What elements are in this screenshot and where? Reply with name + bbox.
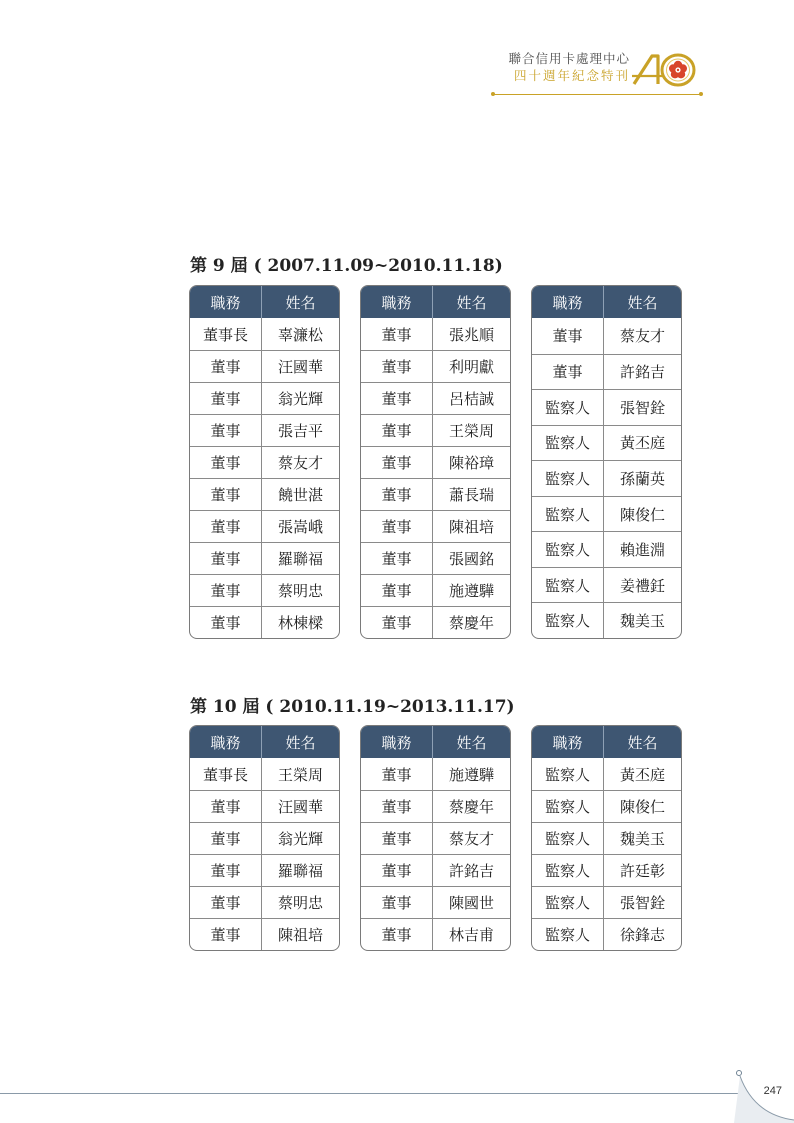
name-cell: 黃丕庭 bbox=[619, 765, 665, 784]
table-row bbox=[532, 567, 681, 603]
position-cell: 董事 bbox=[190, 606, 262, 638]
name-cell: 徐鋒志 bbox=[604, 918, 681, 950]
position-cell: 董事 bbox=[361, 382, 433, 414]
table-row bbox=[361, 918, 510, 950]
position-cell: 董事 bbox=[361, 918, 433, 950]
table-row bbox=[532, 602, 681, 638]
name-cell: 黃丕庭 bbox=[604, 425, 681, 461]
table-row bbox=[190, 446, 339, 478]
term-9-title: 第 9 屆 ( 2007.11.09~2010.11.18) bbox=[190, 256, 503, 276]
page-number: 247 bbox=[763, 1085, 782, 1097]
table-row bbox=[361, 822, 510, 854]
column-header-position: 職務 bbox=[361, 286, 433, 318]
table-row bbox=[532, 354, 681, 390]
name-cell: 林吉甫 bbox=[433, 918, 510, 950]
name-cell: 翁光輝 bbox=[262, 382, 339, 414]
position-cell: 董事 bbox=[361, 510, 433, 542]
name-cell: 辜濂松 bbox=[277, 325, 323, 344]
position-cell: 董事 bbox=[361, 886, 433, 918]
name-cell: 蕭長瑞 bbox=[433, 478, 510, 510]
term10-roster-table bbox=[531, 725, 682, 951]
name-cell: 蔡明忠 bbox=[262, 574, 339, 606]
table-row bbox=[361, 350, 510, 382]
table-row bbox=[361, 854, 510, 886]
name-cell: 陳祖培 bbox=[262, 918, 339, 950]
name-cell: 蔡友才 bbox=[262, 446, 339, 478]
table-row bbox=[532, 531, 681, 567]
table-row bbox=[361, 886, 510, 918]
name-cell: 許廷彰 bbox=[604, 854, 681, 886]
name-cell: 施遵驊 bbox=[433, 574, 510, 606]
table-row bbox=[532, 854, 681, 886]
column-header-name: 姓名 bbox=[433, 726, 510, 758]
position-cell: 董事 bbox=[361, 854, 433, 886]
position-cell: 監察人 bbox=[532, 758, 604, 790]
position-cell: 董事 bbox=[361, 414, 433, 446]
name-cell: 賴進淵 bbox=[604, 531, 681, 567]
table-row bbox=[190, 606, 339, 638]
table-row bbox=[190, 510, 339, 542]
position-cell: 董事 bbox=[361, 606, 433, 638]
table-row bbox=[532, 886, 681, 918]
name-cell: 張嵩峨 bbox=[262, 510, 339, 542]
position-cell: 監察人 bbox=[532, 531, 604, 567]
term10-roster-table bbox=[360, 725, 511, 951]
table-row bbox=[190, 758, 339, 790]
position-cell: 監察人 bbox=[532, 389, 604, 425]
position-cell: 董事 bbox=[361, 574, 433, 606]
term9-roster-table bbox=[360, 285, 511, 639]
name-cell: 張吉平 bbox=[262, 414, 339, 446]
name-cell: 蔡友才 bbox=[619, 327, 665, 346]
column-header-name: 姓名 bbox=[433, 286, 510, 318]
name-cell: 蔡友才 bbox=[433, 822, 510, 854]
table-row bbox=[190, 478, 339, 510]
name-cell: 許銘吉 bbox=[433, 854, 510, 886]
name-cell: 林棟樑 bbox=[262, 606, 339, 638]
position-cell: 董事 bbox=[361, 542, 433, 574]
name-cell: 陳俊仁 bbox=[604, 496, 681, 532]
column-header-name: 姓名 bbox=[262, 286, 339, 318]
position-cell: 監察人 bbox=[532, 460, 604, 496]
table-row bbox=[190, 350, 339, 382]
name-cell: 張兆順 bbox=[448, 325, 494, 344]
position-cell: 董事 bbox=[190, 510, 262, 542]
position-cell: 董事 bbox=[190, 918, 262, 950]
name-cell: 翁光輝 bbox=[262, 822, 339, 854]
column-header-position: 職務 bbox=[190, 726, 262, 758]
name-cell: 張國銘 bbox=[433, 542, 510, 574]
table-row bbox=[361, 574, 510, 606]
column-header-name: 姓名 bbox=[604, 726, 681, 758]
position-cell: 董事 bbox=[190, 382, 262, 414]
column-header-name: 姓名 bbox=[262, 726, 339, 758]
position-cell: 董事長 bbox=[190, 318, 262, 350]
table-row bbox=[190, 542, 339, 574]
table-row bbox=[361, 446, 510, 478]
name-cell: 陳裕璋 bbox=[433, 446, 510, 478]
table-row bbox=[532, 758, 681, 790]
name-cell: 呂桔誠 bbox=[433, 382, 510, 414]
column-header-position: 職務 bbox=[532, 286, 604, 318]
table-row bbox=[190, 318, 339, 350]
name-cell: 張智銓 bbox=[604, 389, 681, 425]
name-cell: 許銘吉 bbox=[604, 354, 681, 390]
position-cell: 監察人 bbox=[532, 496, 604, 532]
position-cell: 董事 bbox=[190, 790, 262, 822]
column-header-name: 姓名 bbox=[604, 286, 681, 318]
column-header-position: 職務 bbox=[532, 726, 604, 758]
position-cell: 董事 bbox=[190, 822, 262, 854]
header-divider bbox=[494, 94, 700, 95]
name-cell: 蔡明忠 bbox=[262, 886, 339, 918]
table-row bbox=[532, 460, 681, 496]
term-10-title: 第 10 屆 ( 2010.11.19~2013.11.17) bbox=[190, 697, 515, 717]
name-cell: 陳國世 bbox=[433, 886, 510, 918]
column-header-position: 職務 bbox=[190, 286, 262, 318]
name-cell: 施遵驊 bbox=[448, 765, 494, 784]
table-row bbox=[532, 496, 681, 532]
table-row bbox=[190, 790, 339, 822]
name-cell: 羅聯福 bbox=[262, 854, 339, 886]
table-row bbox=[532, 389, 681, 425]
position-cell: 董事 bbox=[532, 354, 604, 390]
table-row bbox=[361, 758, 510, 790]
term9-roster-table bbox=[189, 285, 340, 639]
table-row bbox=[532, 318, 681, 354]
table-row bbox=[361, 478, 510, 510]
position-cell: 監察人 bbox=[532, 918, 604, 950]
position-cell: 董事長 bbox=[190, 758, 262, 790]
position-cell: 董事 bbox=[361, 758, 433, 790]
name-cell: 汪國華 bbox=[262, 350, 339, 382]
position-cell: 董事 bbox=[190, 542, 262, 574]
name-cell: 羅聯福 bbox=[262, 542, 339, 574]
name-cell: 姜禮鈓 bbox=[604, 567, 681, 603]
position-cell: 董事 bbox=[190, 886, 262, 918]
table-row bbox=[361, 318, 510, 350]
table-row bbox=[361, 606, 510, 638]
name-cell: 魏美玉 bbox=[604, 602, 681, 638]
table-row bbox=[190, 382, 339, 414]
position-cell: 董事 bbox=[190, 414, 262, 446]
position-cell: 監察人 bbox=[532, 567, 604, 603]
position-cell: 董事 bbox=[190, 478, 262, 510]
position-cell: 監察人 bbox=[532, 854, 604, 886]
name-cell: 陳俊仁 bbox=[604, 790, 681, 822]
term9-roster-table bbox=[531, 285, 682, 639]
position-cell: 監察人 bbox=[532, 602, 604, 638]
position-cell: 董事 bbox=[532, 318, 604, 354]
position-cell: 董事 bbox=[190, 350, 262, 382]
table-row bbox=[532, 790, 681, 822]
name-cell: 利明獻 bbox=[433, 350, 510, 382]
name-cell: 孫蘭英 bbox=[604, 460, 681, 496]
name-cell: 蔡慶年 bbox=[433, 790, 510, 822]
position-cell: 董事 bbox=[361, 790, 433, 822]
position-cell: 監察人 bbox=[532, 790, 604, 822]
name-cell: 饒世湛 bbox=[262, 478, 339, 510]
table-row bbox=[190, 414, 339, 446]
table-row bbox=[532, 822, 681, 854]
name-cell: 張智銓 bbox=[604, 886, 681, 918]
position-cell: 董事 bbox=[190, 574, 262, 606]
term-9-tables bbox=[189, 285, 682, 639]
header-publication-name: 四十週年紀念特刊 bbox=[513, 68, 630, 83]
table-row bbox=[361, 510, 510, 542]
anniversary-logo-icon bbox=[630, 50, 700, 90]
column-header-position: 職務 bbox=[361, 726, 433, 758]
table-row bbox=[532, 425, 681, 461]
footer-divider bbox=[0, 1093, 748, 1094]
name-cell: 蔡慶年 bbox=[433, 606, 510, 638]
position-cell: 董事 bbox=[190, 446, 262, 478]
page-header bbox=[490, 50, 705, 98]
table-row bbox=[361, 542, 510, 574]
position-cell: 監察人 bbox=[532, 886, 604, 918]
table-row bbox=[361, 414, 510, 446]
table-row bbox=[190, 918, 339, 950]
table-row bbox=[190, 574, 339, 606]
name-cell: 王榮周 bbox=[277, 765, 323, 784]
header-org-name: 聯合信用卡處理中心 bbox=[508, 51, 630, 66]
position-cell: 董事 bbox=[361, 478, 433, 510]
name-cell: 陳祖培 bbox=[433, 510, 510, 542]
table-row bbox=[190, 854, 339, 886]
table-row bbox=[190, 822, 339, 854]
table-row bbox=[361, 790, 510, 822]
name-cell: 魏美玉 bbox=[604, 822, 681, 854]
table-row bbox=[190, 886, 339, 918]
position-cell: 董事 bbox=[361, 446, 433, 478]
position-cell: 董事 bbox=[361, 822, 433, 854]
term-10-tables bbox=[189, 725, 682, 951]
term10-roster-table bbox=[189, 725, 340, 951]
position-cell: 監察人 bbox=[532, 822, 604, 854]
table-row bbox=[532, 918, 681, 950]
position-cell: 董事 bbox=[361, 350, 433, 382]
name-cell: 汪國華 bbox=[262, 790, 339, 822]
name-cell: 王榮周 bbox=[433, 414, 510, 446]
table-row bbox=[361, 382, 510, 414]
header-text bbox=[490, 50, 630, 84]
position-cell: 董事 bbox=[361, 318, 433, 350]
position-cell: 監察人 bbox=[532, 425, 604, 461]
position-cell: 董事 bbox=[190, 854, 262, 886]
